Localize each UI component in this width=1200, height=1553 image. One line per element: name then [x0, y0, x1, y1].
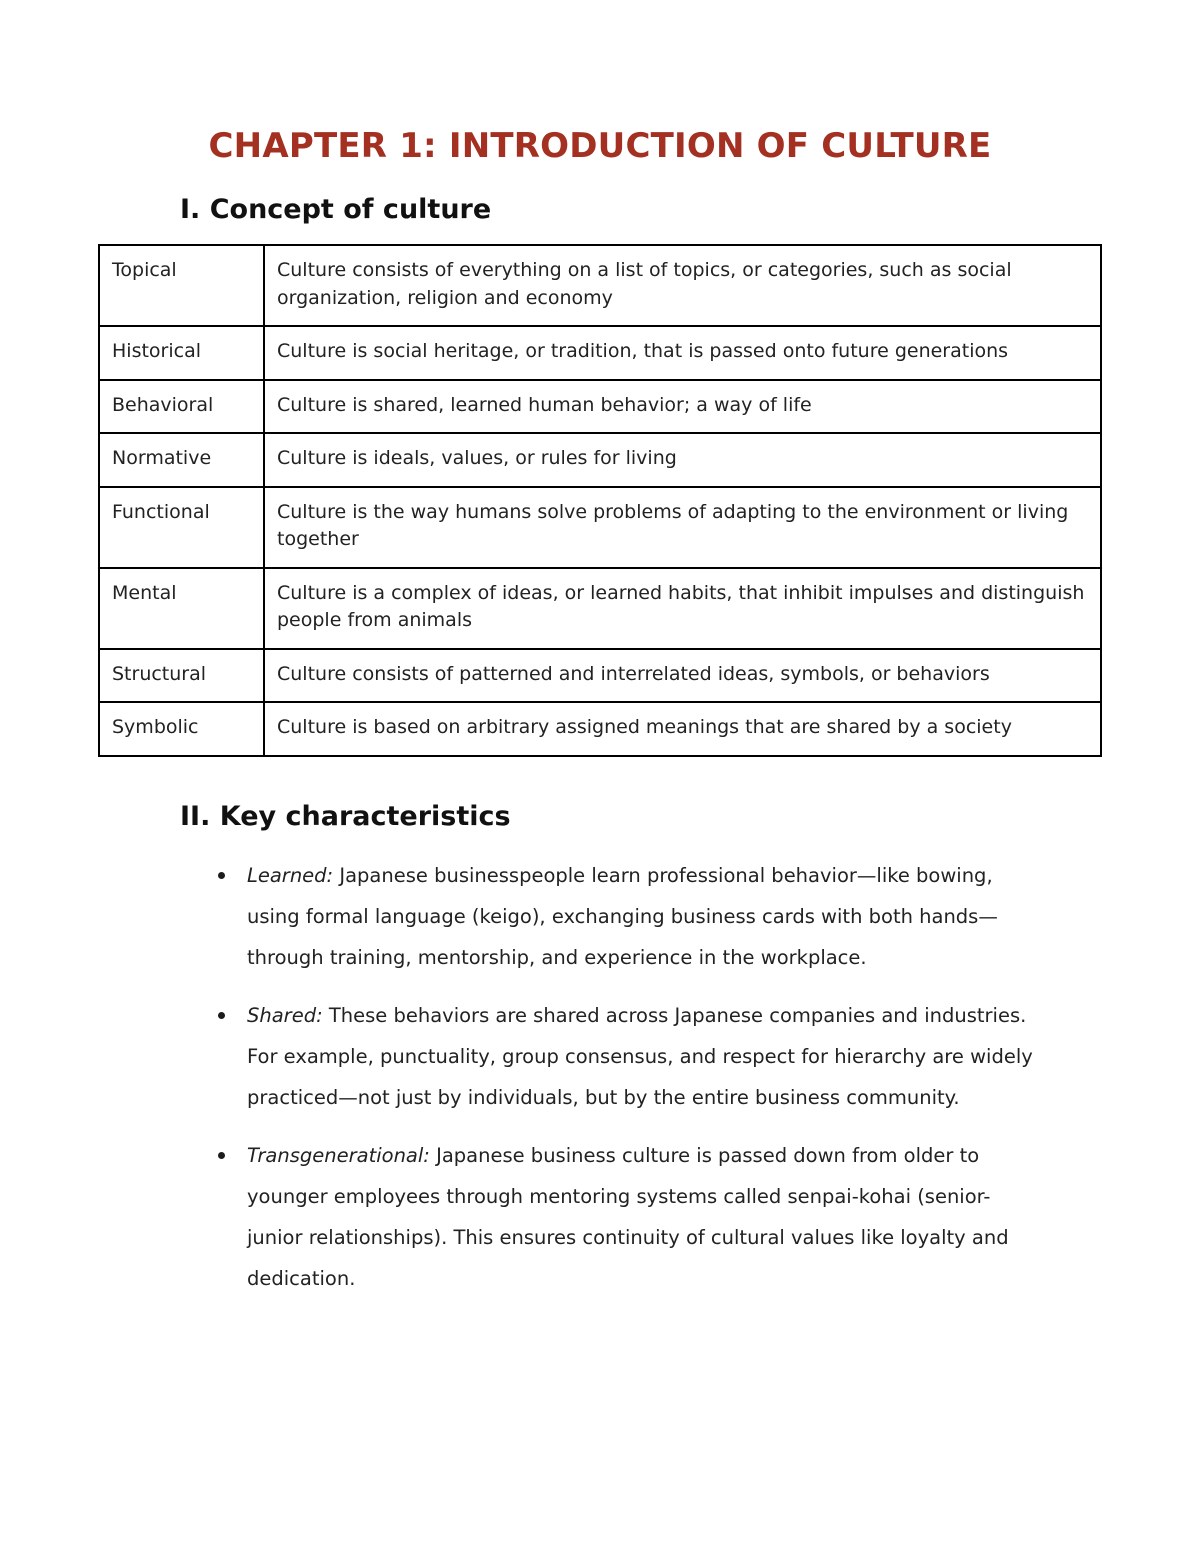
bullet-marker-column: [218, 995, 247, 1118]
list-item: [218, 995, 1038, 1118]
bullet-body: Japanese businesspeople learn professional behavior—like bowing, using formal language (keigo), exchanging business cards with both hands—through training, mentorship, and experience in the workplace.: [247, 864, 998, 970]
term-cell: Structural: [99, 649, 264, 703]
table-row: [99, 568, 1101, 649]
bullet-icon: [218, 1152, 225, 1159]
definition-cell: Culture consists of everything on a list of topics, or categories, such as social organization, religion and economy: [264, 245, 1101, 326]
table-row: [99, 649, 1101, 703]
bullet-lead: Learned:: [247, 864, 334, 888]
bullet-icon: [218, 1012, 225, 1019]
term-cell: Historical: [99, 326, 264, 380]
key-characteristics-list: [0, 855, 1200, 1299]
definition-cell: Culture is shared, learned human behavior; a way of life: [264, 380, 1101, 434]
table-row: [99, 702, 1101, 756]
term-cell: Behavioral: [99, 380, 264, 434]
table-row: [99, 433, 1101, 487]
definition-cell: Culture is the way humans solve problems of adapting to the environment or living together: [264, 487, 1101, 568]
table-row: [99, 487, 1101, 568]
term-cell: Mental: [99, 568, 264, 649]
term-cell: Functional: [99, 487, 264, 568]
table-row: [99, 326, 1101, 380]
definition-cell: Culture is social heritage, or tradition, that is passed onto future generations: [264, 326, 1101, 380]
bullet-lead: Shared:: [247, 1004, 323, 1028]
bullet-marker-column: [218, 855, 247, 978]
bullet-lead: Transgenerational:: [247, 1144, 430, 1168]
section-heading-concept: I. Concept of culture: [180, 194, 492, 225]
definition-cell: Culture is a complex of ideas, or learned habits, that inhibit impulses and distinguish people from animals: [264, 568, 1101, 649]
term-cell: Normative: [99, 433, 264, 487]
list-item: [218, 1135, 1038, 1299]
definition-cell: Culture is based on arbitrary assigned meanings that are shared by a society: [264, 702, 1101, 756]
list-item: [218, 855, 1038, 978]
bullet-text: [247, 995, 1038, 1118]
table-row: [99, 380, 1101, 434]
bullet-text: [247, 1135, 1038, 1299]
bullet-icon: [218, 872, 225, 879]
table-row: [99, 245, 1101, 326]
definition-cell: Culture is ideals, values, or rules for living: [264, 433, 1101, 487]
concept-table: [98, 244, 1102, 757]
bullet-body: Japanese business culture is passed down from older to younger employees through mentoring systems called senpai-kohai (senior-junior relationships). This ensures continuity of cultural values like loyalty and dedication.: [247, 1144, 1009, 1291]
bullet-body: These behaviors are shared across Japanese companies and industries. For example, punctuality, group consensus, and respect for hierarchy are widely practiced—not just by individuals, but by the entire business community.: [247, 1004, 1033, 1110]
definition-cell: Culture consists of patterned and interrelated ideas, symbols, or behaviors: [264, 649, 1101, 703]
term-cell: Symbolic: [99, 702, 264, 756]
bullet-marker-column: [218, 1135, 247, 1299]
section-heading-key-characteristics: II. Key characteristics: [180, 801, 511, 833]
term-cell: Topical: [99, 245, 264, 326]
chapter-title: CHAPTER 1: INTRODUCTION OF CULTURE: [208, 126, 992, 166]
bullet-text: [247, 855, 1038, 978]
